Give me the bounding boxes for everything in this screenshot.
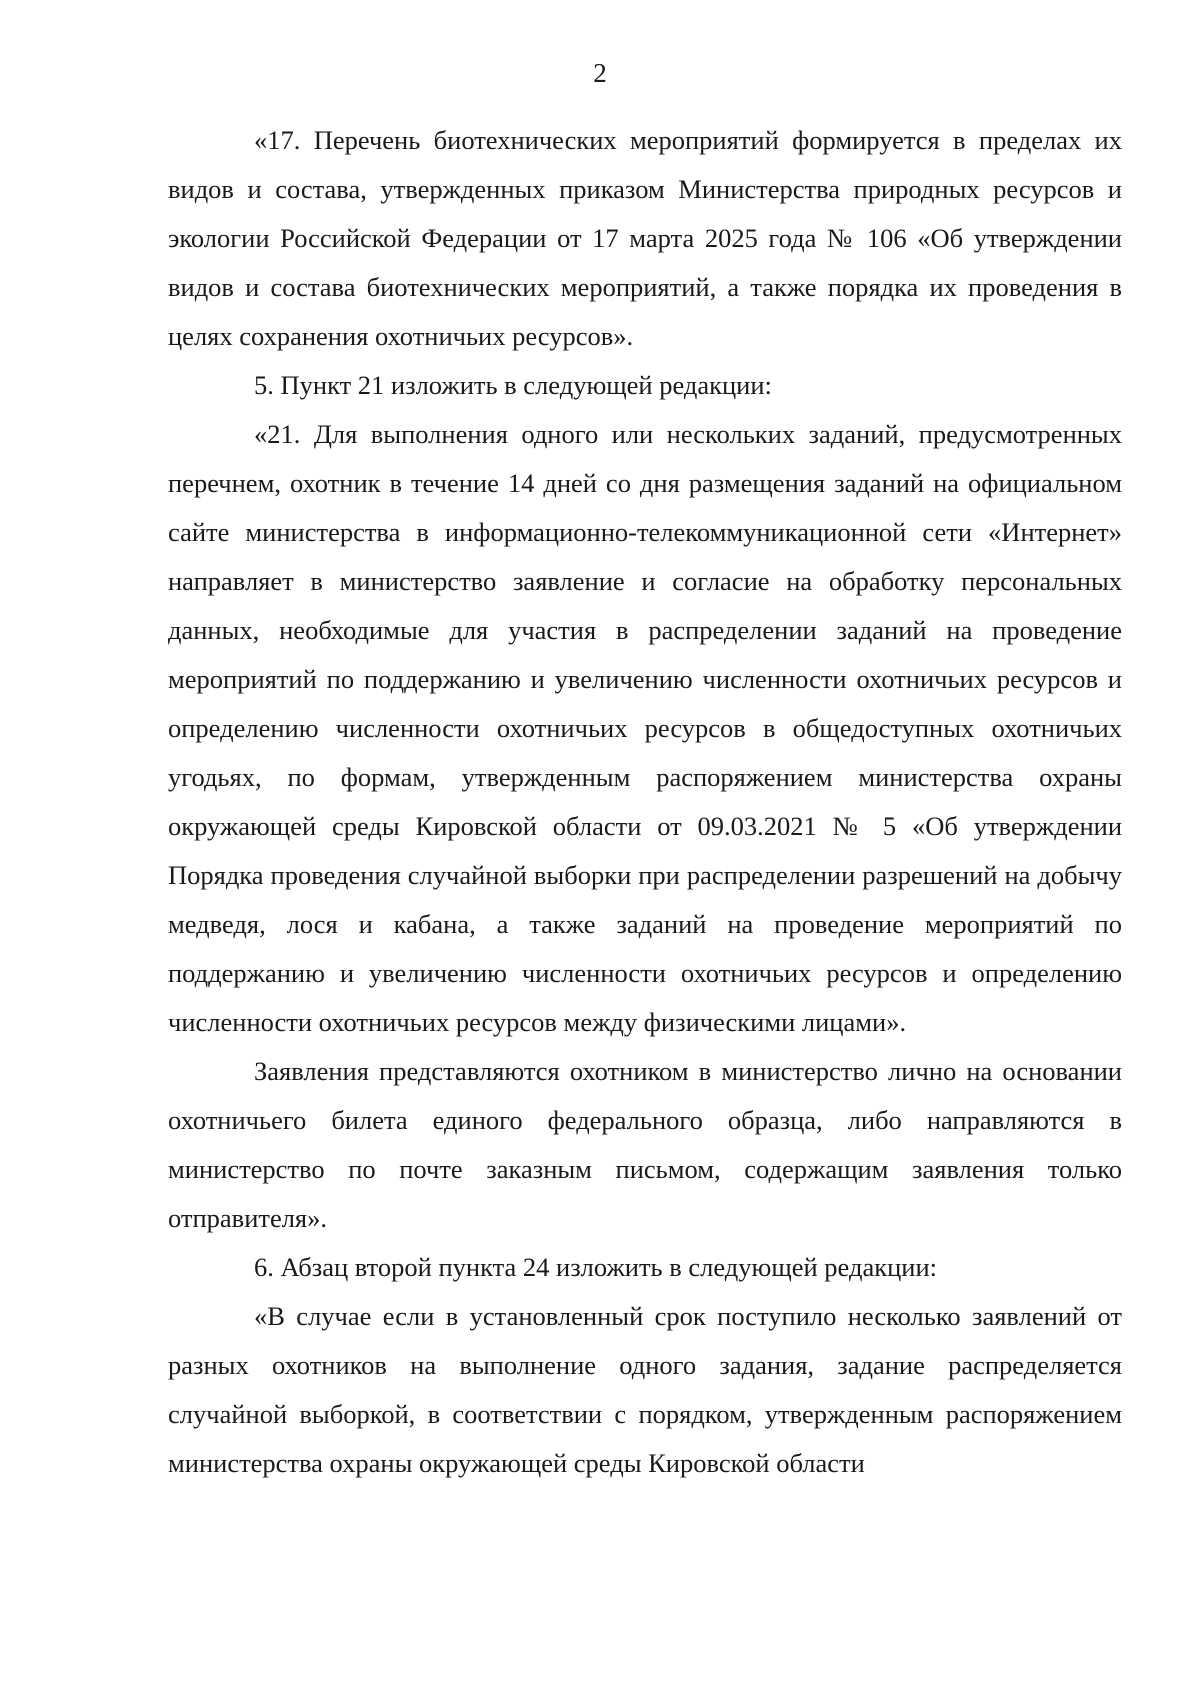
paragraph-item-17: «17. Перечень биотехнических мероприятий формируется в пределах их видов и состава, утвержденных приказом Министерства природных ресурсов и экологии Российской Федерации от 17 марта 2025 года № 106 «Об утверждении видов и состава биотехнических мероприятий, а также порядка их проведения в целях сохранения охотничьих ресурсов».	[168, 125, 1122, 351]
paragraph-amendment-point-6: 6. Абзац второй пункта 24 изложить в следующей редакции:	[254, 1252, 937, 1282]
paragraph-applications: Заявления представляются охотником в министерство лично на основании охотничьего билета единого федерального образца, либо направляются в министерство по почте заказным письмом, содержащим заявления только отправителя».	[168, 1056, 1122, 1233]
paragraph-item-21: «21. Для выполнения одного или нескольких заданий, предусмотренных перечнем, охотник в течение 14 дней со дня размещения заданий на официальном сайте министерства в информационно-телекоммуникационной сети «Интернет» направляет в министерство заявление и согласие на обработку персональных данных, необходимые для участия в распределении заданий на проведение мероприятий по поддержанию и увеличению численности охотничьих ресурсов и определению численности охотничьих ресурсов в общедоступных охотничьих угодьях, по формам, утвержденным распоряжением министерства охраны окружающей среды Кировской области от 09.03.2021 № 5 «Об утверждении Порядка проведения случайной выборки при распределении разрешений на добычу медведя, лося и кабана, а также заданий на проведение мероприятий по поддержанию и увеличению численности охотничьих ресурсов и определению численности охотничьих ресурсов между физическими лицами».	[168, 419, 1122, 1037]
paragraph-amendment-point-5: 5. Пункт 21 изложить в следующей редакции:	[254, 370, 772, 400]
paragraph-item-24-random-selection: «В случае если в установленный срок поступило несколько заявлений от разных охотников на выполнение одного задания, задание распределяется случайной выборкой, в соответствии с порядком, утвержденным распоряжением министерства охраны окружающей среды Кировской области	[168, 1301, 1122, 1478]
document-body	[168, 116, 1122, 1488]
page-number: 2	[593, 58, 607, 88]
